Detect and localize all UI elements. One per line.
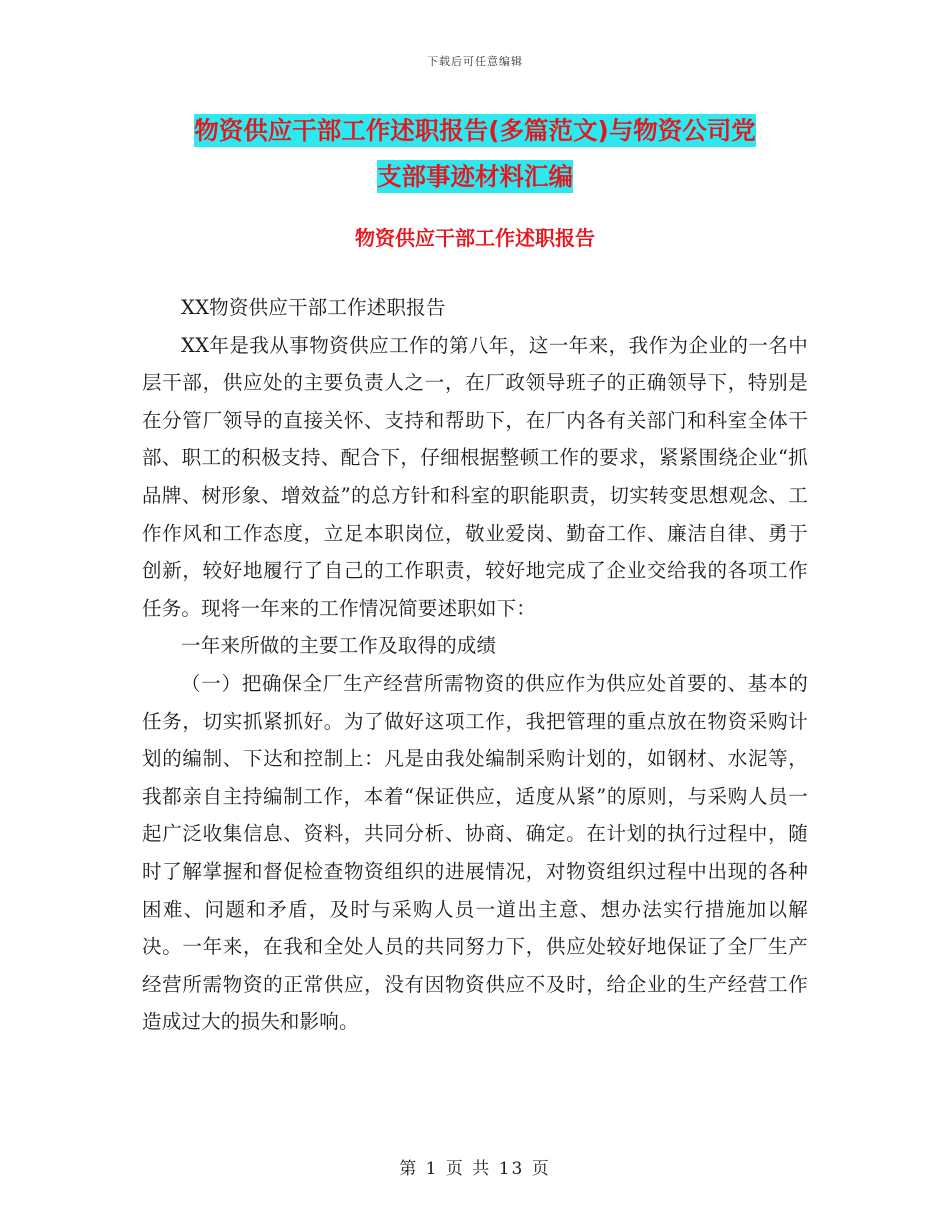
document-body <box>142 289 808 1041</box>
paragraph-item-one: （一）把确保全厂生产经营所需物资的供应作为供应处首要的、基本的任务，切实抓紧抓好。为了做好这项工作，我把管理的重点放在物资采购计划的编制、下达和控制上：凡是由我处编制采购计划的，如钢材、水泥等，我都亲自主持编制工作，本着“保证供应，适度从紧”的原则，与采购人员一起广泛收集信息、资料，共同分析、协商、确定。在计划的执行过程中，随时了解掌握和督促检查物资组织的进展情况，对物资组织过程中出现的各种困难、问题和矛盾，及时与采购人员一道出主意、想办法实行措施加以解决。一年来，在我和全处人员的共同努力下，供应处较好地保证了全厂生产经营所需物资的正常供应，没有因物资供应不及时，给企业的生产经营工作造成过大的损失和影响。 <box>142 671 808 1034</box>
paragraph-introduction: XX年是我从事物资供应工作的第八年，这一年来，我作为企业的一名中层干部，供应处的主要负责人之一，在厂政领导班子的正确领导下，特别是在分管厂领导的直接关怀、支持和帮助下，在厂内各有关部门和科室全体干部、职工的积极支持、配合下，仔细根据整顿工作的要求，紧紧围绕企业“抓品牌、树形象、增效益”的总方针和科室的职能职责，切实转变思想观念、工作作风和工作态度，立足本职岗位，敬业爱岗、勤奋工作、廉洁自律、勇于创新，较好地履行了自己的工作职责，较好地完成了企业交给我的各项工作任务。现将一年来的工作情况简要述职如下： <box>142 333 808 620</box>
paragraph-subheading: 一年来所做的主要工作及取得的成绩 <box>181 634 497 658</box>
header-note: 下载后可任意编辑 <box>427 55 523 68</box>
section-title: 物资供应干部工作述职报告 <box>355 226 595 250</box>
document-title <box>140 108 810 200</box>
document-title-line1: 物资供应干部工作述职报告(多篇范文)与物资公司党 <box>194 116 756 145</box>
document-title-line2: 支部事迹材料汇编 <box>377 162 573 191</box>
paragraph-report-heading: XX物资供应干部工作述职报告 <box>181 296 446 319</box>
page-number-footer: 第 1 页 共 13 页 <box>399 1159 551 1179</box>
